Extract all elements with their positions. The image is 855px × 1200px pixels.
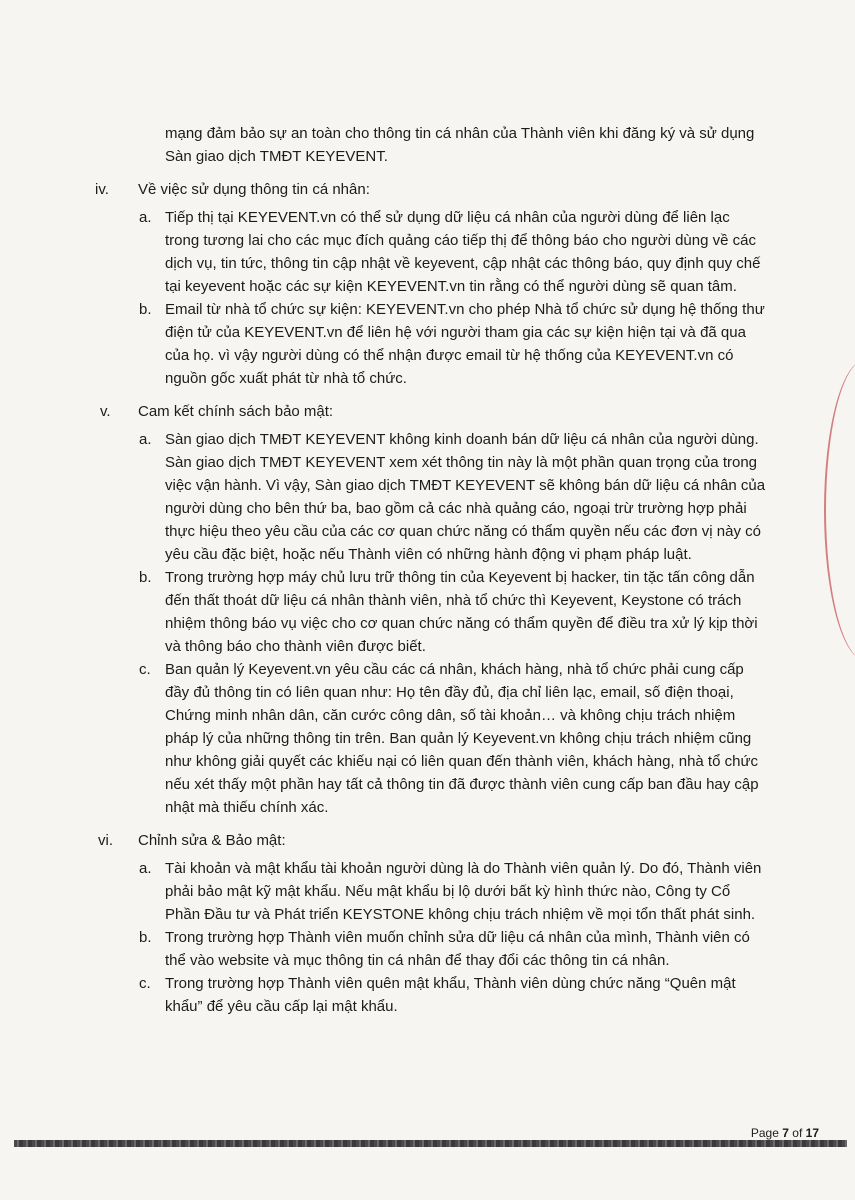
section-number: vi. (98, 832, 113, 849)
item-line: Chứng minh nhân dân, căn cước công dân, số tài khoản… và không chịu trách nhiệm (165, 707, 736, 724)
item-line: việc vận hành. Vì vậy, Sàn giao dịch TMĐT KEYEVENT sẽ không bán dữ liệu cá nhân của (165, 477, 766, 494)
item-line: khẩu” để yêu cầu cấp lại mật khẩu. (165, 998, 398, 1015)
item-letter: a. (139, 431, 152, 448)
item-line: nhật mà thiếu chính xác. (165, 799, 329, 816)
section-title: Chỉnh sửa & Bảo mật: (138, 832, 286, 849)
section-title: Cam kết chính sách bảo mật: (138, 403, 334, 420)
item-line: của họ. vì vậy người dùng có thể nhận được email từ hệ thống của KEYEVENT.vn có (165, 347, 734, 364)
section-number: iv. (95, 181, 109, 198)
item-line: phải bảo mật kỹ mật khẩu. Nếu mật khẩu bị lộ dưới bất kỳ hình thức nào, Công ty Cổ (165, 883, 731, 900)
item-line: nguồn gốc xuất phát từ nhà tổ chức. (165, 370, 407, 387)
current-page: 7 (782, 1126, 789, 1140)
item-line: Ban quản lý Keyevent.vn yêu cầu các cá nhân, khách hàng, nhà tổ chức phải cung cấp (165, 661, 744, 678)
item-line: Trong trường hợp Thành viên quên mật khẩu, Thành viên dùng chức năng “Quên mật (165, 975, 736, 992)
item-letter: c. (139, 661, 151, 678)
item-letter: c. (139, 975, 151, 992)
item-line: và thông báo cho thành viên được biết. (165, 638, 426, 655)
page-word: Page (750, 1126, 779, 1140)
page-number (751, 1126, 819, 1140)
item-line: thể vào website và mục thông tin cá nhân để thay đổi các thông tin cá nhân. (165, 952, 670, 969)
footer-rule (14, 1140, 847, 1147)
item-line: Phần Đầu tư và Phát triển KEYSTONE không chịu trách nhiệm về mọi tổn thất phát sinh. (165, 906, 756, 923)
stamp-edge (824, 360, 855, 660)
of-word: of (792, 1126, 803, 1140)
item-line: pháp lý của những thông tin trên. Ban quản lý Keyevent.vn không chịu trách nhiệm cũng (165, 730, 752, 747)
item-line: Sàn giao dịch TMĐT KEYEVENT không kinh doanh bán dữ liệu cá nhân của người dùng. (165, 431, 759, 448)
item-line: thực hiệu theo yêu cầu của các cơ quan chức năng có thẩm quyền nếu các đơn vị này có (165, 523, 761, 540)
item-letter: b. (139, 301, 152, 318)
item-line: Trong trường hợp máy chủ lưu trữ thông tin của Keyevent bị hacker, tin tặc tấn công dẫn (165, 569, 755, 586)
intro-line: mạng đảm bảo sự an toàn cho thông tin cá nhân của Thành viên khi đăng ký và sử dụng (165, 125, 755, 142)
item-line: dịch vụ, tin tức, thông tin cập nhật về keyevent, cập nhật các thông báo, quy định quy chế (165, 255, 761, 272)
item-line: Email từ nhà tổ chức sự kiện: KEYEVENT.vn cho phép Nhà tổ chức sử dụng hệ thống thư (165, 301, 765, 318)
total-pages: 17 (805, 1126, 819, 1140)
section-title: Về việc sử dụng thông tin cá nhân: (138, 181, 370, 198)
item-line: như không giải quyết các khiếu nại có liên quan đến thành viên, khách hàng, nhà tổ chức (165, 753, 758, 770)
item-line: Trong trường hợp Thành viên muốn chỉnh sửa dữ liệu cá nhân của mình, Thành viên có (165, 929, 750, 946)
item-line: nhiệm thông báo vụ việc cho cơ quan chức năng có thẩm quyền để điều tra xử lý kịp thời (165, 615, 758, 632)
item-line: người dùng cho bên thứ ba, bao gồm cả các nhà quảng cáo, ngoại trừ trường hợp phải (165, 500, 747, 517)
item-line: nếu xét thấy một phần hay tất cả thông tin đã được thành viên cung cấp ban đầu hay cập (165, 776, 759, 793)
item-line: yêu cầu đặc biệt, hoặc nếu Thành viên có những hành động vi phạm pháp luật. (165, 546, 692, 563)
item-line: tại keyevent hoặc các sự kiện KEYEVENT.vn tin rằng có thể người dùng sẽ quan tâm. (165, 278, 737, 295)
item-line: Tiếp thị tại KEYEVENT.vn có thể sử dụng dữ liệu cá nhân của người dùng để liên lạc (165, 209, 730, 226)
item-line: đầy đủ thông tin có liên quan như: Họ tên đầy đủ, địa chỉ liên lạc, email, số điện thoại, (165, 684, 734, 701)
item-line: Sàn giao dịch TMĐT KEYEVENT xem xét thông tin này là một phần quan trọng của trong (165, 454, 758, 471)
item-line: điện tử của KEYEVENT.vn để liên hệ với người tham gia các sự kiện hiện tại và đã qua (165, 324, 746, 341)
item-letter: a. (139, 209, 152, 226)
section-number: v. (100, 403, 111, 420)
item-line: trong tương lai cho các mục đích quảng cáo tiếp thị để thông báo cho người dùng về các (165, 232, 756, 249)
intro-line: Sàn giao dịch TMĐT KEYEVENT. (165, 148, 388, 165)
item-letter: a. (139, 860, 152, 877)
item-line: đến thất thoát dữ liệu cá nhân thành viên, nhà tổ chức thì Keyevent, Keystone có trách (165, 592, 742, 609)
item-letter: b. (139, 929, 152, 946)
item-letter: b. (139, 569, 152, 586)
item-line: Tài khoản và mật khẩu tài khoản người dùng là do Thành viên quản lý. Do đó, Thành viên (165, 860, 762, 877)
